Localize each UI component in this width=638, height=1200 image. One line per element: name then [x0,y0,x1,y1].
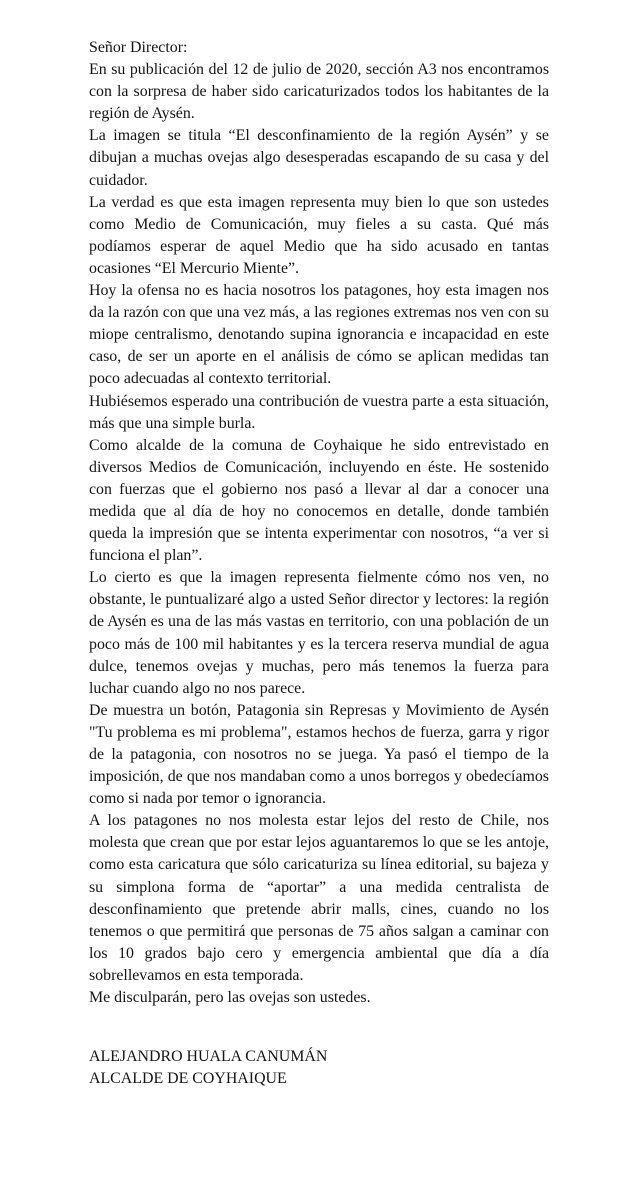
paragraph-closing: Me disculparán, pero las ovejas son ustedes. [89,989,371,1007]
paragraph-offense: Hoy la ofensa no es hacia nosotros los patagones, hoy esta imagen nos da la razón con que una vez más, a las regiones extremas nos ven con su miope centralismo, denotando supina ignorancia e incapacidad en este caso, de ser un aporte en el análisis de cómo se aplican medidas tan poco adecuadas al contexto territorial. [89,282,549,388]
paragraph-contribution: Hubiésemos esperado una contribución de vuestra parte a esta situación, más que una simple burla. [89,392,549,432]
paragraph-movement: De muestra un botón, Patagonia sin Represas y Movimiento de Aysén "Tu problema es mi problema", estamos hechos de fuerza, garra y rigor de la patagonia, con nosotros no se juega. Ya pasó el tiempo de la imposición, de que nos mandaban como a unos borregos y obedecíamos como si nada por temor o ignorancia. [89,701,549,808]
paragraph-mayor: Como alcalde de la comuna de Coyhaique he sido entrevistado en diversos Medios de Comunicación, incluyendo en éste. He sostenido con fuerzas que el gobierno nos pasó a llevar al dar a conocer una medida que al día de hoy no conocemos en detalle, donde también queda la impresión que se intenta experimentar con nosotros, “a ver si funciona el plan”. [89,436,549,565]
paragraph-region: Lo cierto es que la imagen representa fielmente cómo nos ven, no obstante, le puntualizaré algo a usted Señor director y lectores: la región de Aysén es una de las más vastas en territorio, con una población de un poco más de 100 mil habitantes y es la tercera reserva mundial de agua dulce, tenemos ovejas y muchas, pero más tenemos la fuerza para luchar cuando algo no nos parece. [89,569,549,697]
salutation: Señor Director: [89,39,188,56]
signature-name: ALEJANDRO HUALA CANUMÁN [89,1048,328,1066]
paragraph-publication: En su publicación del 12 de julio de 2020, sección A3 nos encontramos con la sorpresa de haber sido caricaturizados todos los habitantes de la región de Aysén. [89,61,549,123]
paragraph-centralism: A los patagones no nos molesta estar lejos del resto de Chile, nos molesta que crean que por estar lejos aguantaremos lo que se les antoje, como esta caricatura que sólo caricaturiza su línea editorial, su bajeza y su simplona forma de “aportar” a una medida centralista de desconfinamiento que pretende abrir malls, cines, cuando no los tenemos o que permitirá que personas de 75 años salgan a caminar con los 10 grados bajo cero y emergencia ambiental que día a día sobrellevamos en esta temporada. [89,812,549,984]
signature-block [89,1046,549,1090]
signature-title: ALCALDE DE COYHAIQUE [89,1070,287,1088]
paragraph-media: La verdad es que esta imagen representa muy bien lo que son ustedes como Medio de Comunicación, muy fieles a su casta. Qué más podíamos esperar de aquel Medio que ha sido acusado en tantas ocasiones “El Mercurio Miente”. [89,193,549,277]
letter-body [89,37,549,1090]
paragraph-image-title: La imagen se titula “El desconfinamiento de la región Aysén” y se dibujan a muchas ovejas algo desesperadas escapando de su casa y del cuidador. [89,127,549,189]
